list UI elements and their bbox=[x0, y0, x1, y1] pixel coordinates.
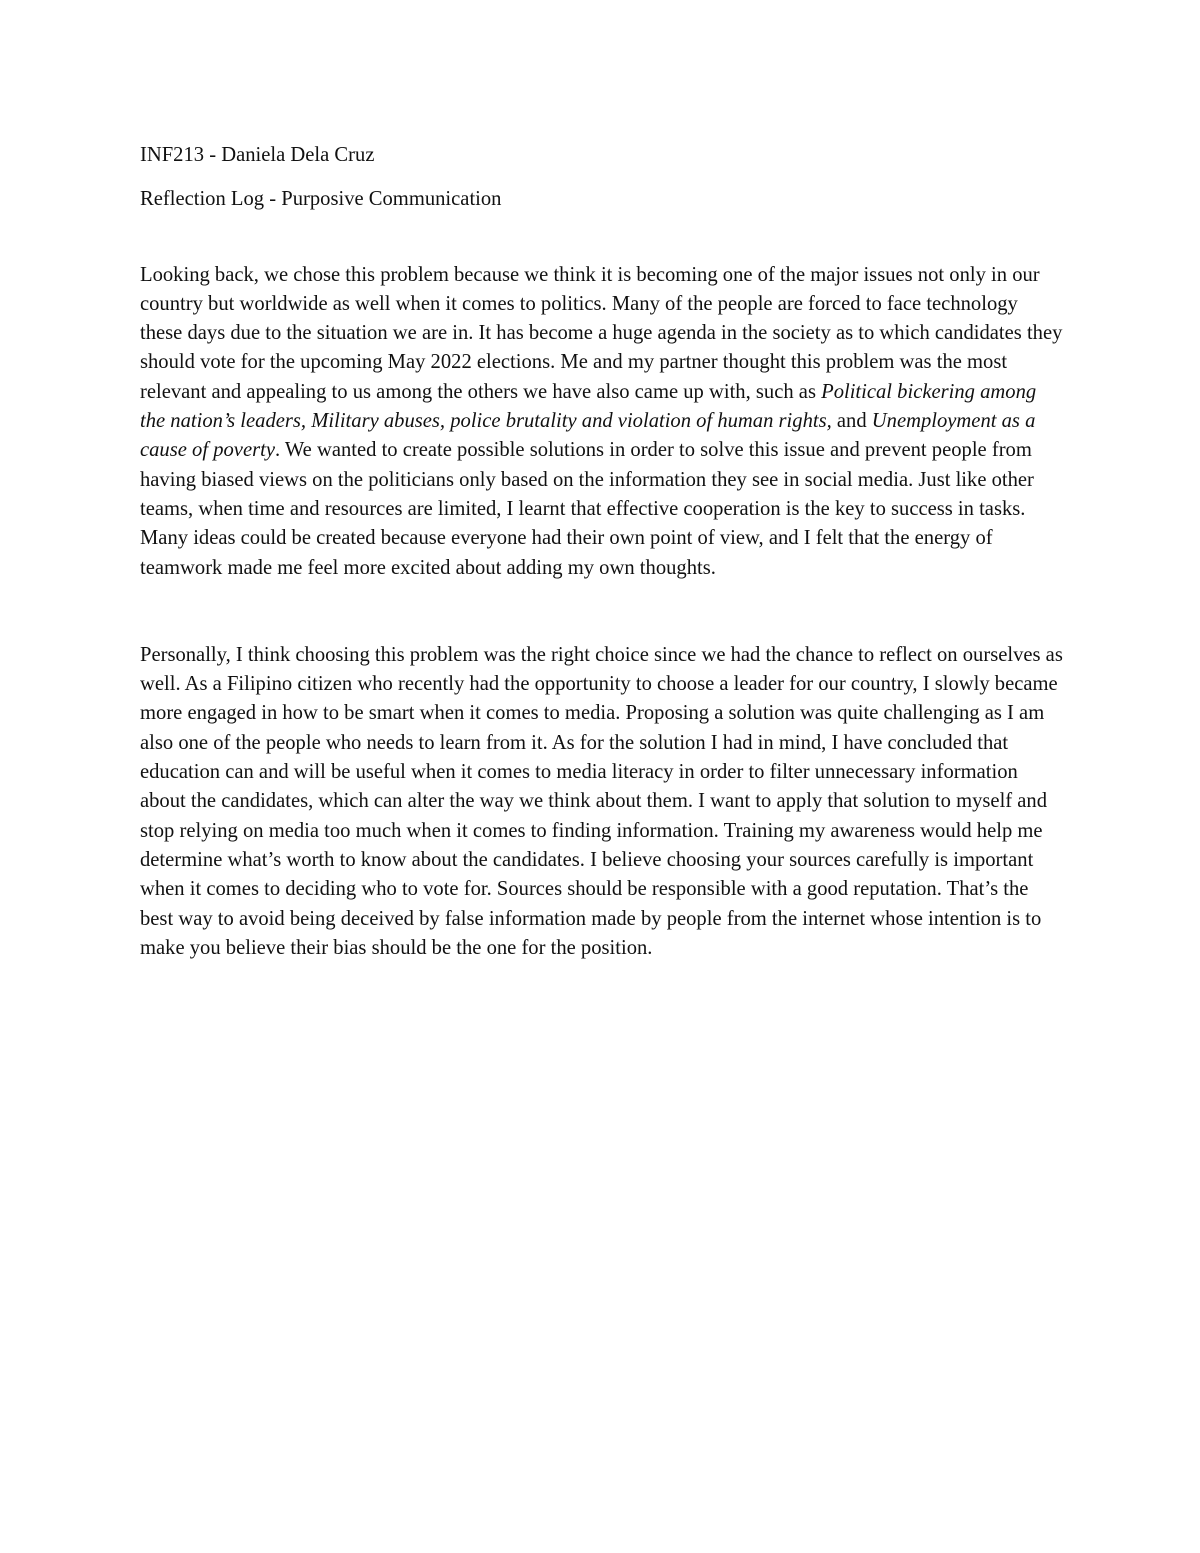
paragraph-looking-back bbox=[140, 261, 1065, 583]
paragraph-personally: Personally, I think choosing this problem was the right choice since we had the chance to reflect on ourselves as well. As a Filipino citizen who recently had the opportunity to choose a leader for our country, I slowly became more engaged in how to be smart when it comes to media. Proposing a solution was quite challenging as I am also one of the people who needs to learn from it. As for the solution I had in mind, I have concluded that education can and will be useful when it comes to media literacy in order to filter unnecessary information about the candidates, which can alter the way we think about them. I want to apply that solution to myself and stop relying on media too much when it comes to finding information. Training my awareness would help me determine what’s worth to know about the candidates. I believe choosing your sources carefully is important when it comes to deciding who to vote for. Sources should be responsible with a good reputation. That’s the best way to avoid being deceived by false information made by people from the internet whose intention is to make you believe their bias should be the one for the position. bbox=[140, 643, 1063, 959]
document-body bbox=[140, 141, 1065, 963]
paragraph-1-italic-unemployment: Unemployment as a cause of poverty bbox=[140, 410, 1036, 462]
paragraph-1-text-a: Looking back, we chose this problem because we think it is becoming one of the major issues not only in our country but worldwide as well when it comes to politics. Many of the people are forced to face technology these days due to the situation we are in. It has become a huge agenda in the society as to which candidates they should vote for the upcoming May 2022 elections. Me and my partner thought this problem was the most relevant and appealing to us among the others we have also came up with, such as bbox=[140, 263, 1063, 403]
paragraph-1-connector: and bbox=[831, 410, 872, 433]
paragraph-1-italic-topics: Political bickering among the nation’s leaders, Military abuses, police brutality and violation of human rights, bbox=[140, 380, 1037, 433]
course-and-author: INF213 - Daniela Dela Cruz bbox=[140, 144, 375, 166]
reflection-log-title: Reflection Log - Purposive Communication bbox=[140, 188, 502, 211]
paragraph-1-text-b: . We wanted to create possible solutions in order to solve this issue and prevent people from having biased views on the politicians only based on the information they see in social media. Just like other teams, when time and resources are limited, I learnt that effective cooperation is the key to success in tasks. Many ideas could be created because everyone had their own point of view, and I felt that the energy of teamwork made me feel more excited about adding my own thoughts. bbox=[140, 439, 1034, 579]
